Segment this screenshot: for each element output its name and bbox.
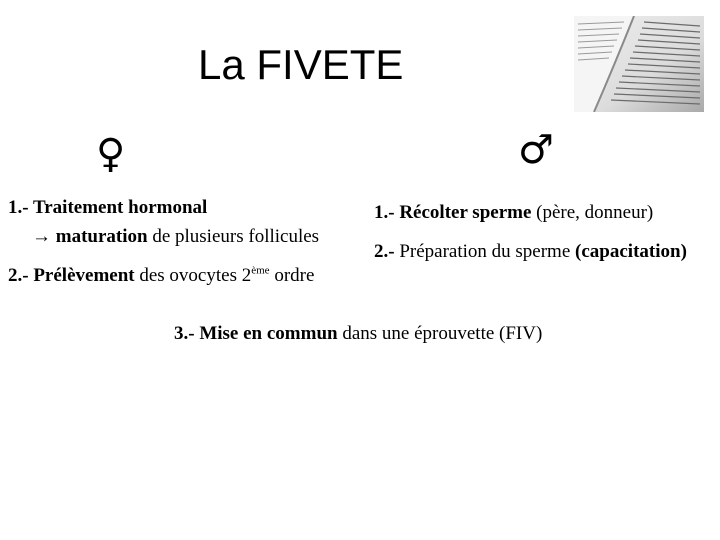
joint-step-rest: dans une éprouvette (FIV) (342, 323, 543, 344)
female-item-1-bold: maturation (55, 226, 148, 247)
female-symbol-icon: ♀ (96, 131, 126, 177)
female-item-2-text: des ovocytes 2 (139, 265, 252, 286)
joint-step (174, 324, 542, 343)
arrow-right-icon: → (32, 226, 51, 247)
female-item-1-rest: de plusieurs follicules (152, 226, 320, 247)
female-item-2-label: 2.- Prélèvement (8, 265, 135, 286)
male-item-1 (374, 203, 653, 222)
male-item-1-label: 1.- Récolter sperme (374, 202, 532, 223)
female-item-1 (8, 198, 207, 217)
female-item-2 (8, 266, 314, 285)
joint-step-label: 3.- Mise en commun (174, 323, 338, 344)
female-item-2-tail: ordre (274, 265, 315, 286)
female-item-1-detail (32, 227, 319, 246)
page-title: La FIVETE (198, 41, 404, 88)
male-item-2-label: 2.- (374, 241, 395, 262)
open-book-photo-icon (574, 16, 704, 112)
female-item-1-label: 1.- Traitement hormonal (8, 197, 208, 218)
male-item-2-text: Préparation du sperme (399, 241, 571, 262)
male-item-2-bold: (capacitation) (575, 241, 687, 262)
male-item-2 (374, 242, 687, 261)
male-symbol-icon: ♂ (518, 127, 554, 173)
male-item-1-rest: (père, donneur) (536, 202, 654, 223)
female-item-2-sup: ème (251, 264, 270, 277)
